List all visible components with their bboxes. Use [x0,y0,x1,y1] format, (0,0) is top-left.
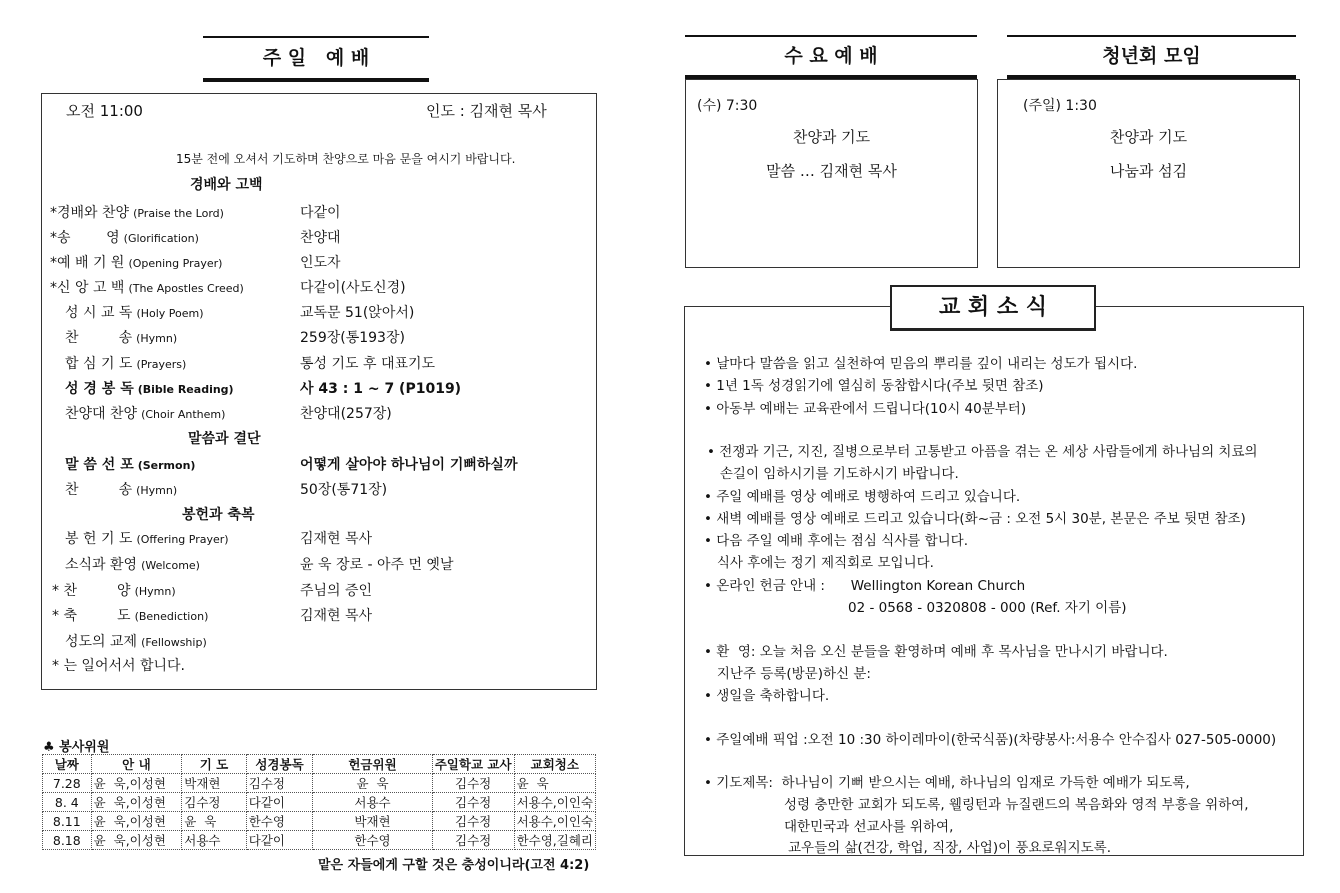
duty-cell: 다같이 [246,831,313,850]
order-item-english: (Prayers) [136,358,187,371]
youth-box [997,79,1300,268]
duty-title: ♣ 봉사위원 [43,740,110,755]
order-item-english: (Benediction) [134,610,209,623]
duty-cell: 윤 욱 [182,812,246,831]
order-item-title: 성 시 교 독 [65,305,133,321]
duty-cell: 8. 4 [43,793,92,812]
news-line: • 환 영: 오늘 처음 오신 분들을 환영하며 예배 후 목사님을 만나시기 바랍니다. [704,644,1168,660]
section-heading-offering: 봉헌과 축복 [182,507,255,523]
wednesday-box [685,79,978,268]
order-item [65,528,229,548]
duty-cell: 박재현 [313,812,432,831]
order-item [65,327,177,347]
order-item-value: 사 43 : 1 ~ 7 (P1019) [300,381,462,397]
order-item-title: 성 경 봉 독 [65,381,134,397]
news-line: 식사 후에는 정기 제직회로 모입니다. [704,555,934,571]
duty-cell: 서용수,이인숙 [514,812,595,831]
duty-cell: 김수정 [182,793,246,812]
sunday-title-bar [203,36,429,82]
order-item-value: 인도자 [300,255,341,271]
order-item-english: (Hymn) [136,332,178,345]
news-line: • 1년 1독 성경읽기에 열심히 동참합시다(주보 뒷면 참조) [704,378,1044,394]
order-item-english: (Sermon) [137,459,196,472]
duty-cell: 윤 욱 [514,774,595,793]
news-line: • 주일 예배를 영상 예배로 병행하여 드리고 있습니다. [704,489,1021,505]
sunday-order-box [41,93,597,690]
duty-verse: 맡은 자들에게 구할 것은 충성이니라(고전 4:2) [318,858,590,873]
order-item-value: 찬양대 [300,230,341,246]
order-item-english: (Glorification) [123,232,199,245]
order-item-english: (The Apostles Creed) [128,282,244,295]
duty-cell: 김수정 [246,774,313,793]
wednesday-title: 수 요 예 배 [784,45,878,67]
news-line: • 전쟁과 기근, 지진, 질병으로부터 고통받고 아픔을 겪는 온 세상 사람들에게 하나님의 치료의 [707,444,1258,460]
wednesday-line1: 찬양과 기도 [792,128,871,146]
order-item-english: (Holy Poem) [136,307,204,320]
order-item-value: 다같이(사도신경) [300,280,406,296]
order-item [65,554,200,574]
order-item-value: 통성 기도 후 대표기도 [300,356,436,372]
youth-title: 청년회 모임 [1102,45,1201,67]
news-title: 교 회 소 식 [939,295,1047,320]
duty-cell: 김수정 [432,774,514,793]
order-item-title: 성도의 교제 [65,634,138,650]
order-item [50,227,199,247]
news-line: 대한민국과 선교사를 위하여, [784,819,954,835]
order-item-title: 찬 송 [65,330,133,346]
order-item-title: 봉 헌 기 도 [65,531,133,547]
wednesday-line2: 말씀 … 김재현 목사 [766,162,897,180]
duty-header-teacher: 주일학교 교사 [432,755,514,774]
order-item-value: 찬양대(257장) [300,406,392,422]
duty-cell: 한수영 [313,831,432,850]
order-item-english: (Choir Anthem) [141,408,226,421]
duty-cell: 윤 욱,이성현 [91,793,182,812]
service-time: 오전 11:00 [66,102,143,120]
order-item-title: 찬 송 [65,482,133,498]
news-line: • 주일예배 픽업 :오전 10 :30 하이레마이(한국식품)(차량봉사:서용수 안수집사 027-505-0000) [704,732,1277,748]
order-item-value: 윤 욱 장로 - 아주 먼 옛날 [300,557,454,573]
order-item-title: *경배와 찬양 [50,205,130,221]
wednesday-time: (수) 7:30 [697,98,758,114]
news-line: 02 - 0568 - 0320808 - 000 (Ref. 자기 이름) [848,600,1127,616]
news-line: • 날마다 말씀을 읽고 실천하여 믿음의 뿌리를 깊이 내리는 성도가 됩시다. [704,356,1138,372]
standing-footnote: * 는 일어서서 합니다. [52,658,185,674]
duty-row [43,812,596,831]
order-item-title: 소식과 환영 [65,557,138,573]
duty-cell: 8.18 [43,831,92,850]
order-item [52,580,176,600]
duty-cell: 다같이 [246,793,313,812]
order-item [65,454,195,474]
order-item [65,378,234,398]
youth-line2: 나눔과 섬김 [1109,162,1188,180]
duty-cell: 서용수,이인숙 [514,793,595,812]
news-line: • 생일을 축하합니다. [704,688,830,704]
duty-cell: 서용수 [182,831,246,850]
duty-cell: 김수정 [432,812,514,831]
news-line: 성령 충만한 교회가 되도록, 웰링턴과 뉴질랜드의 복음화와 영적 부흥을 위하여, [784,797,1249,813]
order-item [50,277,244,297]
duty-row [43,831,596,850]
news-title-box [890,285,1096,331]
order-item-value: 김재현 목사 [300,531,373,547]
news-line: • 아동부 예배는 교육관에서 드립니다(10시 40분부터) [704,401,1027,417]
order-item [65,479,177,499]
news-line: 지난주 등록(방문)하신 분: [704,666,871,682]
youth-title-bar [1007,35,1296,79]
duty-cell: 윤 욱 [313,774,432,793]
news-line: • 다음 주일 예배 후에는 점심 식사를 합니다. [704,533,968,549]
duty-cell: 김수정 [432,831,514,850]
order-item-english: (Welcome) [141,559,200,572]
youth-time: (주일) 1:30 [1023,98,1097,114]
order-item-title: 합 심 기 도 [65,356,133,372]
order-item-title: * 찬 양 [52,583,131,599]
duty-cell: 한수영,길혜리 [514,831,595,850]
order-item-title: * 축 도 [52,608,131,624]
order-item-title: 말 씀 선 포 [65,457,134,473]
order-item [65,353,186,373]
duty-cell: 7.28 [43,774,92,793]
section-heading-word: 말씀과 결단 [188,431,261,447]
duty-header-date: 날짜 [43,755,92,774]
order-item-value: 어떻게 살아야 하나님이 기뻐하실까 [300,457,518,473]
order-item-english: (Offering Prayer) [136,533,229,546]
duty-cell: 김수정 [432,793,514,812]
duty-header-cleaning: 교회청소 [514,755,595,774]
order-item [65,631,207,651]
news-line: • 온라인 헌금 안내 : Wellington Korean Church [704,578,1026,594]
order-item-title: *송 영 [50,230,120,246]
order-item [65,302,204,322]
order-item-value: 259장(통193장) [300,330,405,346]
order-item-value: 김재현 목사 [300,608,373,624]
duty-row [43,793,596,812]
order-item-english: (Hymn) [136,484,178,497]
duty-table [42,754,596,850]
order-item-english: (Opening Prayer) [128,257,223,270]
order-item [65,403,225,423]
order-item-value: 다같이 [300,205,341,221]
duty-cell: 한수영 [246,812,313,831]
order-item [50,252,222,272]
duty-header-row [43,755,596,774]
duty-header-prayer: 기 도 [182,755,246,774]
order-item [52,605,208,625]
duty-cell: 윤 욱,이성현 [91,831,182,850]
section-heading-worship: 경배와 고백 [190,177,263,193]
order-item-english: (Fellowship) [141,636,207,649]
order-item-value: 50장(통71장) [300,482,388,498]
order-item-title: *예 배 기 원 [50,255,125,271]
order-item-english: (Hymn) [134,585,176,598]
news-line: • 새벽 예배를 영상 예배로 드리고 있습니다(화~금 : 오전 5시 30분, 본문은 주보 뒷면 참조) [704,511,1246,527]
news-line: • 기도제목: 하나님이 기뻐 받으시는 예배, 하나님의 임재로 가득한 예배가 되도록, [704,775,1190,791]
youth-line1: 찬양과 기도 [1109,128,1188,146]
news-line: 손길이 임하시기를 기도하시기 바랍니다. [707,466,959,482]
order-item-title: 찬양대 찬양 [65,406,138,422]
wednesday-title-bar [685,35,977,79]
duty-header-offering: 헌금위원 [313,755,432,774]
duty-cell: 8.11 [43,812,92,831]
duty-header-reading: 성경봉독 [246,755,313,774]
news-line: 교우들의 삶(건강, 학업, 직장, 사업)이 풍요로워지도록. [788,840,1112,856]
duty-cell: 서용수 [313,793,432,812]
duty-cell: 박재현 [182,774,246,793]
order-item [50,202,224,222]
order-item-value: 교독문 51(앉아서) [300,305,415,321]
order-item-title: *신 앙 고 백 [50,280,125,296]
service-leader: 인도 : 김재현 목사 [426,102,547,120]
sunday-title: 주 일 예 배 [262,47,370,69]
duty-cell: 윤 욱,이성현 [91,812,182,831]
order-item-english: (Bible Reading) [137,383,234,396]
service-intro: 15분 전에 오셔서 기도하며 찬양으로 마음 문을 여시기 바랍니다. [176,152,516,166]
duty-row [43,774,596,793]
duty-cell: 윤 욱,이성현 [91,774,182,793]
order-item-value: 주님의 증인 [300,583,373,599]
order-item-english: (Praise the Lord) [133,207,224,220]
duty-header-guide: 안 내 [91,755,182,774]
